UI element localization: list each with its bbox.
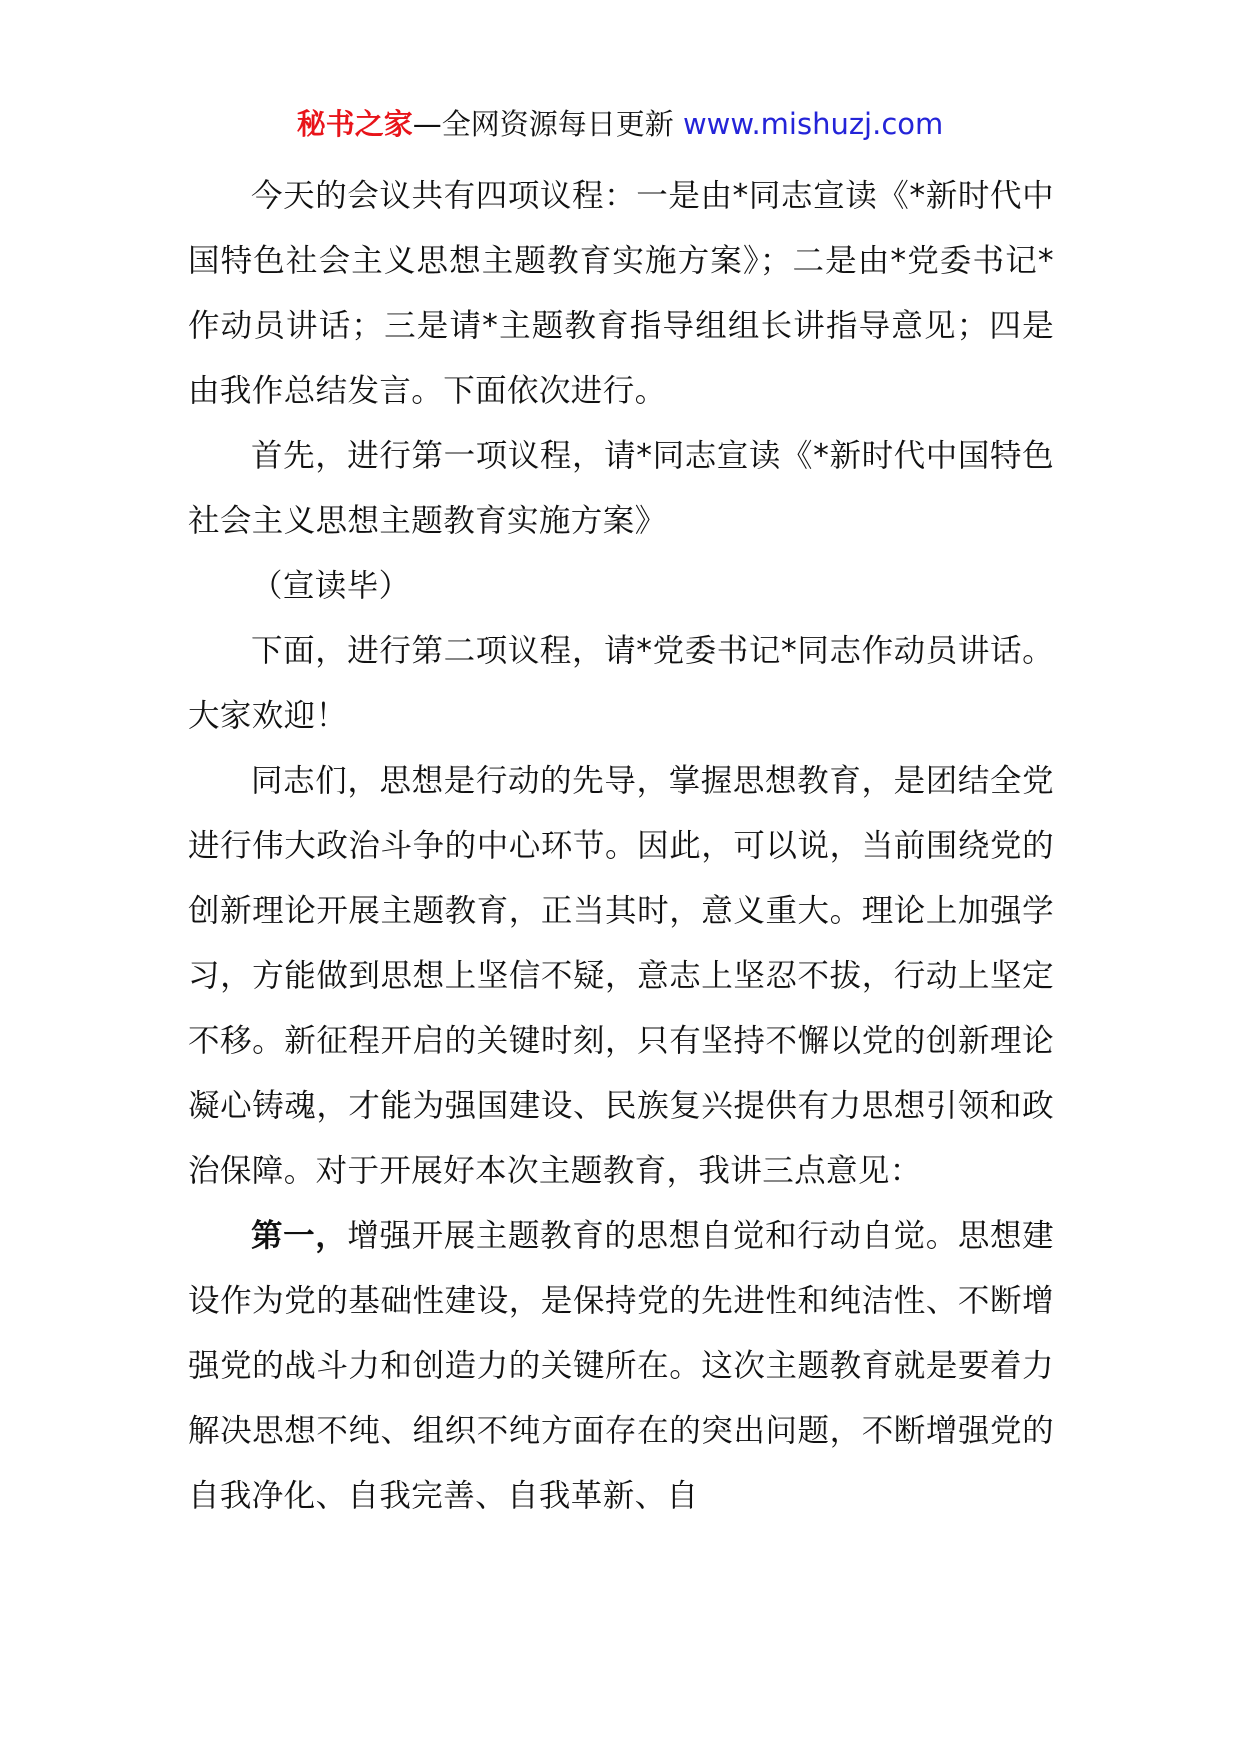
header-tagline: —全网资源每日更新 [412,107,683,141]
website-link[interactable]: www.mishuzj.com [682,107,944,141]
paragraph-speech-intro: 同志们，思想是行动的先导，掌握思想教育，是团结全党进行伟大政治斗争的中心环节。因此，可以说，当前围绕党的创新理论开展主题教育，正当其时，意义重大。理论上加强学习，方能做到思想上坚信不疑，意志上坚忍不拔，行动上坚定不移。新征程开启的关键时刻，只有坚持不懈以党的创新理论凝心铸魂，才能为强国建设、民族复兴提供有力思想引领和政治保障。对于开展好本次主题教育，我讲三点意见： [188,763,1054,1189]
page-header [0,104,1240,144]
point-one-lead: 第一， [251,1218,348,1254]
point-one-text: 增强开展主题教育的思想自觉和行动自觉。思想建设作为党的基础性建设，是保持党的先进性和纯洁性、不断增强党的战斗力和创造力的关键所在。这次主题教育就是要着力解决思想不纯、组织不纯方面存在的突出问题，不断增强党的自我净化、自我完善、自我革新、自 [188,1218,1054,1514]
paragraph-agenda: 今天的会议共有四项议程：一是由*同志宣读《*新时代中国特色社会主义思想主题教育实施方案》；二是由*党委书记*作动员讲话；三是请*主题教育指导组组长讲指导意见；四是由我作总结发言。下面依次进行。 [188,178,1054,409]
paragraph-point-one [188,1204,1054,1529]
paragraph-second-item: 下面，进行第二项议程，请*党委书记*同志作动员讲话。大家欢迎！ [188,633,1054,734]
brand-name: 秘书之家 [296,107,413,141]
paragraph-first-item: 首先，进行第一项议程，请*同志宣读《*新时代中国特色社会主义思想主题教育实施方案》 [188,438,1054,539]
document-body [188,164,1054,1529]
paragraph-reading-done: （宣读毕） [251,568,411,604]
